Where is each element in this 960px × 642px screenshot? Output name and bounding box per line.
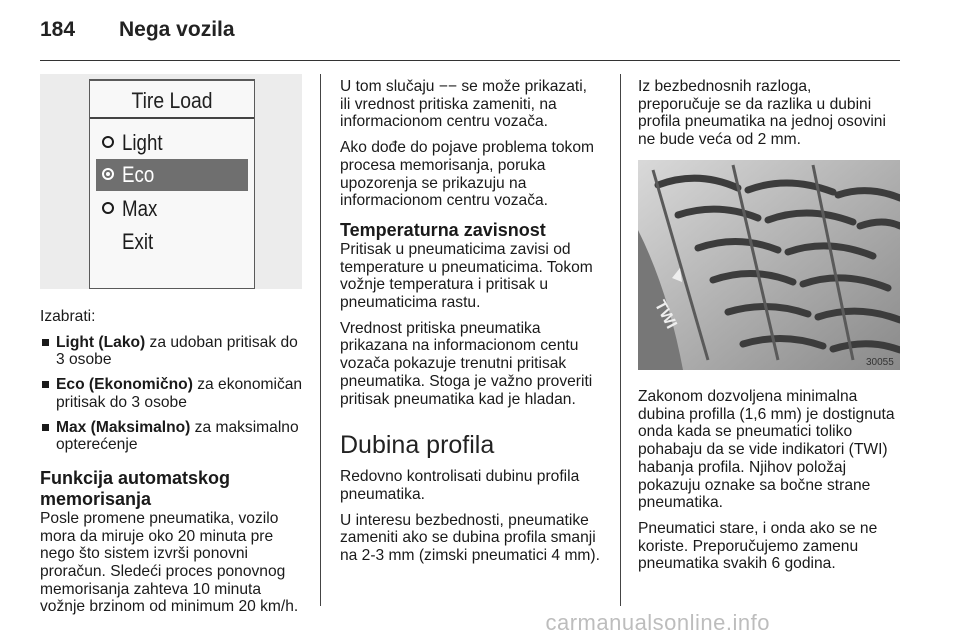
bullet-square-icon [42,381,49,388]
tire-load-screen-figure [40,74,302,289]
text-line: preporučuje se da razlika u dubini [638,95,872,113]
tire-tread-image [638,160,900,370]
option-eco-selected [96,159,248,191]
bullet-square-icon [42,424,49,431]
image-code: 30055 [866,357,894,368]
bullet-text: pritisak do 3 osobe [56,393,187,411]
page-number: 184 [40,18,76,41]
text-line: onda kada se pneumatici toliko [638,423,853,441]
text-line: proračun. Sledeći proces ponovnog [40,563,286,581]
paragraph [340,139,616,210]
text-line: Vrednost pritiska pneumatika [340,319,541,337]
text-line: pokazuju oznake sa bočne strane [638,476,871,494]
list-item [40,334,312,369]
twi-label: TWI [650,297,680,332]
intro-text: Izabrati: [40,308,96,325]
text-line: ili vrednost pritiska zameniti, na [340,95,557,113]
page-title: Nega vozila [119,18,235,41]
text-line: nego što sistem izvrši ponovni [40,545,249,563]
text-line: procesa memorisanja, poruka [340,156,546,174]
text-line: Zakonom dozvoljena minimalna [638,388,858,405]
text-line: Pneumatici stare, i onda ako se ne [638,519,878,537]
text-line: temperature u pneumaticima. Tokom [340,258,593,276]
column-2 [340,78,616,573]
text-line: U interesu bezbednosti, pneumatike [340,511,589,529]
column-3-bottom [638,388,902,581]
bullet-term: Max (Maksimalno) [56,418,191,436]
radio-icon [102,136,114,148]
screen-title-divider [90,117,254,119]
section-heading [40,468,312,510]
column-divider [620,74,621,606]
section-heading: Temperaturna zavisnost [340,219,546,240]
text-line: memorisanja zahteva 10 minuta [40,580,262,598]
text-line: Ako dođe do pojave problema tokom [340,139,594,157]
text-line: pohabaju da se vide indikatori (TWI) [638,441,888,459]
option-label: Max [122,196,158,221]
text-line: prikazana na informacionom centu [340,337,579,355]
text-line: zameniti ako se dubina profila smanji [340,529,596,547]
paragraph [340,241,616,312]
radio-icon [102,202,114,214]
text-line: pneumatika. [340,485,425,503]
text-line: pritisak pneumatika kad je hladan. [340,390,576,408]
paragraph [638,520,902,573]
bullet-text: za maksimalno [190,418,299,436]
bullet-text: za ekonomičan [192,376,303,394]
paragraph [340,512,616,565]
option-max [96,193,248,225]
tire-load-screen [89,79,255,289]
column-1 [40,308,312,624]
paragraph [340,78,616,131]
column-divider [320,74,321,606]
text-line: Iz bezbednosnih razloga, [638,78,812,95]
radio-selected-icon [102,168,114,180]
option-light [96,127,248,159]
text-line: informacionom centru vozača. [340,192,549,210]
text-line: ne bude veća od 2 mm. [638,131,801,149]
option-exit [96,226,248,258]
bullet-text: za udoban pritisak do [145,333,298,351]
option-label: Exit [122,229,154,254]
bullet-term: Eco (Ekonomično) [56,376,193,394]
paragraph [638,388,902,512]
text-line: dubina profilla (1,6 mm) je dostignuta [638,405,895,423]
text-line: habanja profila. Njihov položaj [638,458,847,476]
list-item [40,376,312,411]
screen-title: Tire Load [131,88,213,113]
heading-line: memorisanja [40,488,152,509]
list-item [40,419,312,454]
heading-line: Funkcija automatskog [40,467,231,488]
text-line: profila pneumatika na jednoj osovini [638,113,886,131]
text-line: na 2-3 mm (zimski pneumatici 4 mm). [340,547,600,565]
bullet-term: Light (Lako) [56,333,146,351]
section-heading-large: Dubina profila [340,431,495,460]
text-line: vozača pokazuje trenutni pritisak [340,355,567,373]
text-line: Pritisak u pneumaticima zavisi od [340,240,571,258]
watermark: carmanualsonline.info [545,610,770,635]
text-line: Redovno kontrolisati dubinu profila [340,468,580,486]
bullet-square-icon [42,339,49,346]
text-line: koriste. Preporučujemo zamenu [638,537,859,555]
option-label: Light [122,130,163,155]
header-rule [40,60,900,61]
column-3-top [638,78,902,157]
text-line: upozorenja se prikazuju na [340,174,527,192]
tire-tread-photo [638,160,900,370]
text-line: U tom slučaju −− se može prikazati, [340,78,588,95]
text-line: pneumatika. Stoga je važno proveriti [340,372,593,390]
text-line: vožnje temperatura i pritisak u [340,276,549,294]
text-line: mora da miruje oko 20 minuta pre [40,527,274,545]
paragraph [340,320,616,409]
text-line: vožnje brzinom od minimum 20 km/h. [40,598,299,616]
text-line: pneumaticima rastu. [340,294,481,312]
text-line: pneumatika. [638,494,723,512]
paragraph [638,78,902,149]
bullet-text: opterećenje [56,436,138,454]
text-line: Posle promene pneumatika, vozilo [40,509,279,527]
text-line: informacionom centru vozača. [340,113,549,131]
text-line: pneumatika svakih 6 godina. [638,555,836,573]
bullet-text: 3 osobe [56,351,112,369]
paragraph [40,510,312,616]
paragraph [340,468,616,503]
option-label: Eco [122,162,155,187]
